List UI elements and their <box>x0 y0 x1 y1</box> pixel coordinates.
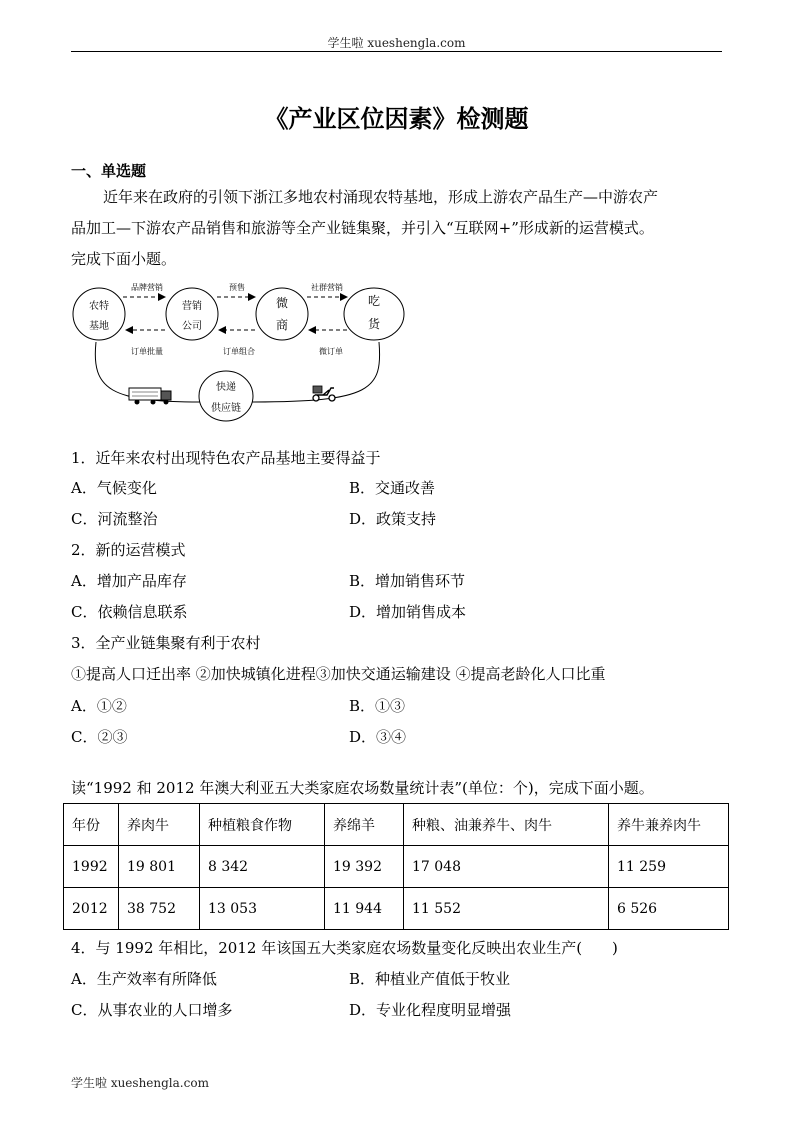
node-farm-label-1: 农特 <box>89 301 109 312</box>
table-cell: 2012 <box>64 888 119 930</box>
passage-line-3: 完成下面小题。 <box>71 250 177 268</box>
table-cell: 11 552 <box>404 888 609 930</box>
table-cell: 11 259 <box>609 846 729 888</box>
supply-chain-diagram <box>71 280 416 428</box>
question-3-option-a: A．①② <box>71 697 127 715</box>
label-brand-marketing: 品牌营销 <box>131 283 163 292</box>
node-express-label-1: 快递 <box>216 382 236 393</box>
table-cell: 38 752 <box>119 888 200 930</box>
question-1-option-b: B．交通改善 <box>349 479 436 497</box>
table-header-cell: 种植粮食作物 <box>200 804 325 846</box>
passage-line-1: 近年来在政府的引领下浙江多地农村涌现农特基地，形成上游农产品生产—中游农产 <box>103 188 659 206</box>
node-farm-label-2: 基地 <box>89 321 109 332</box>
page-title: 《产业区位因素》检测题 <box>264 105 529 133</box>
question-3-option-c: C．②③ <box>71 728 128 746</box>
table-row <box>64 846 729 888</box>
farm-count-table <box>63 803 729 930</box>
question-3-items: ①提高人口迁出率 ②加快城镇化进程③加快交通运输建设 ④提高老龄化人口比重 <box>71 665 606 683</box>
question-4-stem: 4．与 1992 年相比，2012 年该国五大类家庭农场数量变化反映出农业生产( ) <box>71 939 618 957</box>
question-2-option-b: B．增加销售环节 <box>349 572 466 590</box>
node-express-label-2: 供应链 <box>211 403 241 414</box>
label-order-combination: 订单组合 <box>223 347 255 356</box>
node-company-label-1: 营销 <box>182 301 202 312</box>
question-4-option-d: D．专业化程度明显增强 <box>349 1001 512 1019</box>
page-footer: 学生啦 xueshengla.com <box>71 1076 209 1090</box>
label-bulk-orders: 订单批量 <box>131 347 163 356</box>
node-foodie-label-2: 货 <box>367 317 381 331</box>
label-community-marketing: 社群营销 <box>311 283 343 292</box>
table-header-cell: 养牛兼养肉牛 <box>609 804 729 846</box>
table-row <box>64 888 729 930</box>
question-2-option-c: C．依赖信息联系 <box>71 603 188 621</box>
label-micro-orders: 微订单 <box>319 347 343 356</box>
table-cell: 6 526 <box>609 888 729 930</box>
question-2-option-d: D．增加销售成本 <box>349 603 467 621</box>
table-header-cell: 年份 <box>64 804 119 846</box>
section-heading: 一、单选题 <box>71 162 147 180</box>
passage-2: 读“1992 和 2012 年澳大利亚五大类家庭农场数量统计表”(单位：个)，完成下面小题。 <box>71 779 654 797</box>
table-cell: 11 944 <box>325 888 404 930</box>
question-4-option-b: B．种植业产值低于牧业 <box>349 970 511 988</box>
question-1-option-c: C．河流整治 <box>71 510 158 528</box>
node-marketing-company <box>166 288 218 340</box>
question-1-option-d: D．政策支持 <box>349 510 437 528</box>
table-cell: 19 801 <box>119 846 200 888</box>
question-3-option-d: D．③④ <box>349 728 407 746</box>
node-merchant-label-2: 商 <box>275 318 289 332</box>
table-header-row <box>64 804 729 846</box>
question-1-stem: 1．近年来农村出现特色农产品基地主要得益于 <box>71 449 381 467</box>
question-1-option-a: A．气候变化 <box>71 479 157 497</box>
node-foodie-label-1: 吃 <box>367 294 381 308</box>
table-cell: 8 342 <box>200 846 325 888</box>
passage-line-2: 品加工—下游农产品销售和旅游等全产业链集聚，并引入“互联网+”形成新的运营模式。 <box>71 219 654 237</box>
question-4-option-a: A．生产效率有所降低 <box>71 970 217 988</box>
node-company-label-2: 公司 <box>182 321 202 332</box>
node-merchant-label-1: 微 <box>275 296 289 310</box>
truck-icon <box>129 388 171 405</box>
question-2-stem: 2．新的运营模式 <box>71 541 186 559</box>
header-divider <box>71 51 722 52</box>
node-farm-base <box>73 288 125 340</box>
table-cell: 1992 <box>64 846 119 888</box>
table-header-cell: 养肉牛 <box>119 804 200 846</box>
table-cell: 19 392 <box>325 846 404 888</box>
table-header-cell: 种粮、油兼养牛、肉牛 <box>404 804 609 846</box>
question-3-stem: 3．全产业链集聚有利于农村 <box>71 634 261 652</box>
table-cell: 13 053 <box>200 888 325 930</box>
question-3-option-b: B．①③ <box>349 697 406 715</box>
table-cell: 17 048 <box>404 846 609 888</box>
label-presale: 预售 <box>229 283 245 292</box>
page-header: 学生啦 xueshengla.com <box>327 36 466 50</box>
question-4-option-c: C．从事农业的人口增多 <box>71 1001 233 1019</box>
table-header-cell: 养绵羊 <box>325 804 404 846</box>
question-2-option-a: A．增加产品库存 <box>71 572 187 590</box>
